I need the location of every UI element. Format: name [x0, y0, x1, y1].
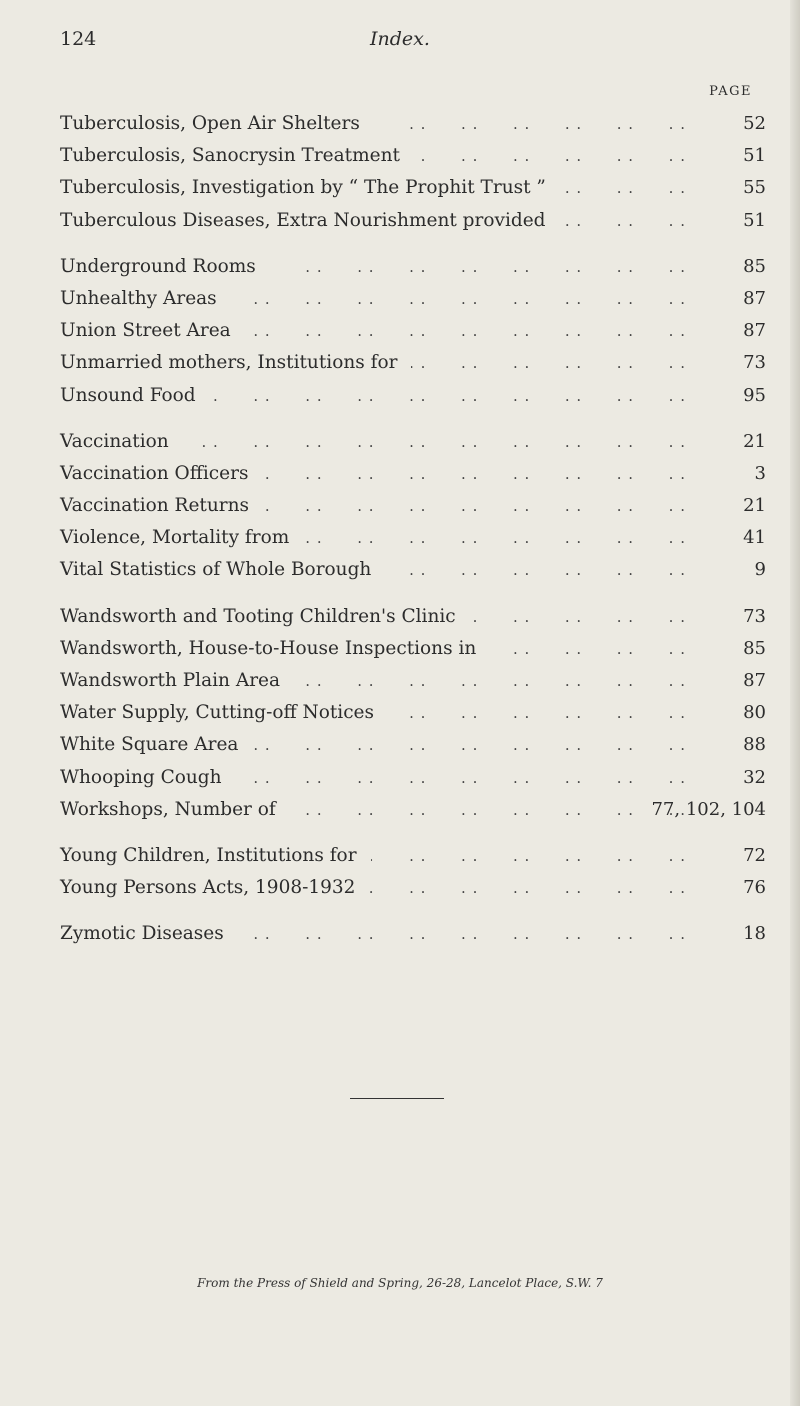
index-page-ref: 73: [743, 605, 766, 627]
index-page-ref: 9: [754, 559, 766, 581]
page-header: [60, 28, 760, 58]
index-page-ref: 21: [743, 495, 766, 517]
index-page-ref: 3: [754, 462, 766, 484]
index-group: [60, 840, 766, 904]
index-entry: [60, 918, 766, 950]
index-page-ref: 77, 102, 104: [651, 798, 766, 820]
index-entry: [60, 762, 766, 794]
index-entry: [60, 840, 766, 872]
index-entry: [60, 172, 766, 204]
index-entry: [60, 205, 766, 237]
index-page-ref: 32: [743, 766, 766, 788]
index-entry: [60, 108, 766, 140]
index-term: Whooping Cough: [60, 767, 236, 788]
index-page-ref: 87: [743, 320, 766, 342]
index-entry: [60, 794, 766, 826]
index-term: Unmarried mothers, Institutions for: [60, 352, 411, 373]
index-entry: [60, 458, 766, 490]
index-term: Tuberculosis, Investigation by “ The Prophit Trust ”: [60, 177, 560, 198]
index-entry: [60, 522, 766, 554]
index-entry: [60, 347, 766, 379]
index-term: Tuberculosis, Open Air Shelters: [60, 113, 374, 134]
index-term: Vaccination Returns: [60, 495, 263, 516]
index-entry: [60, 872, 766, 904]
index-term: Vaccination: [60, 431, 183, 452]
index-term: Unhealthy Areas: [60, 288, 231, 309]
index-term: Workshops, Number of: [60, 799, 290, 820]
index-term: Young Persons Acts, 1908-1932: [60, 877, 369, 898]
index-page-ref: 87: [743, 287, 766, 309]
index-page-ref: 73: [743, 352, 766, 374]
index-page-ref: 18: [743, 923, 766, 945]
index-term: Tuberculous Diseases, Extra Nourishment provided: [60, 210, 560, 231]
index-entry: [60, 554, 766, 586]
index-group: [60, 601, 766, 826]
index-page-ref: 95: [743, 384, 766, 406]
index-group: [60, 251, 766, 412]
index-term: Violence, Mortality from: [60, 527, 303, 548]
page-column-heading: PAGE: [709, 84, 752, 99]
index-term: Young Children, Institutions for: [60, 845, 371, 866]
index-entry: [60, 140, 766, 172]
index-page-ref: 80: [743, 702, 766, 724]
index-page-ref: 52: [743, 113, 766, 134]
index-page-ref: 21: [743, 430, 766, 452]
index-term: Unsound Food: [60, 385, 210, 406]
index-term: Tuberculosis, Sanocrysin Treatment: [60, 145, 414, 166]
index-term: Zymotic Diseases: [60, 923, 238, 944]
index-entry: [60, 380, 766, 412]
index-term: Wandsworth, House-to-House Inspections in: [60, 638, 490, 659]
index-group: [60, 918, 766, 950]
index-entry: [60, 251, 766, 283]
page-number: 124: [60, 28, 97, 50]
index-page-ref: 51: [743, 209, 766, 231]
index-term: Wandsworth and Tooting Children's Clinic: [60, 606, 470, 627]
index-term: Vital Statistics of Whole Borough: [60, 559, 385, 580]
index-term: Vaccination Officers: [60, 463, 262, 484]
index-page-ref: 88: [743, 734, 766, 756]
index-entry: [60, 315, 766, 347]
index-entry: [60, 729, 766, 761]
index-entry: [60, 283, 766, 315]
index-page-ref: 72: [743, 844, 766, 866]
index-page-ref: 55: [743, 177, 766, 199]
index-entry: [60, 601, 766, 633]
index-page-ref: 41: [743, 527, 766, 549]
index-page-ref: 85: [743, 637, 766, 659]
index-entry: [60, 665, 766, 697]
index-term: Wandsworth Plain Area: [60, 670, 294, 691]
divider-rule: [350, 1098, 444, 1099]
index-group: [60, 426, 766, 587]
index-entry: [60, 633, 766, 665]
index-entry: [60, 490, 766, 522]
index-term: Underground Rooms: [60, 256, 270, 277]
index-page-ref: 85: [743, 255, 766, 277]
index-page-ref: 76: [743, 877, 766, 899]
index-entry: [60, 426, 766, 458]
page-edge: [790, 0, 800, 1406]
index-group: [60, 108, 766, 237]
index-entry: [60, 697, 766, 729]
index-page-ref: 51: [743, 145, 766, 167]
running-title: Index.: [370, 28, 430, 50]
printer-imprint: From the Press of Shield and Spring, 26-28, Lancelot Place, S.W. 7: [197, 1276, 603, 1290]
index-term: Water Supply, Cutting-off Notices: [60, 702, 388, 723]
index-term: Union Street Area: [60, 320, 245, 341]
index-list: [60, 108, 766, 965]
index-page-ref: 87: [743, 670, 766, 691]
index-term: White Square Area: [60, 734, 252, 755]
